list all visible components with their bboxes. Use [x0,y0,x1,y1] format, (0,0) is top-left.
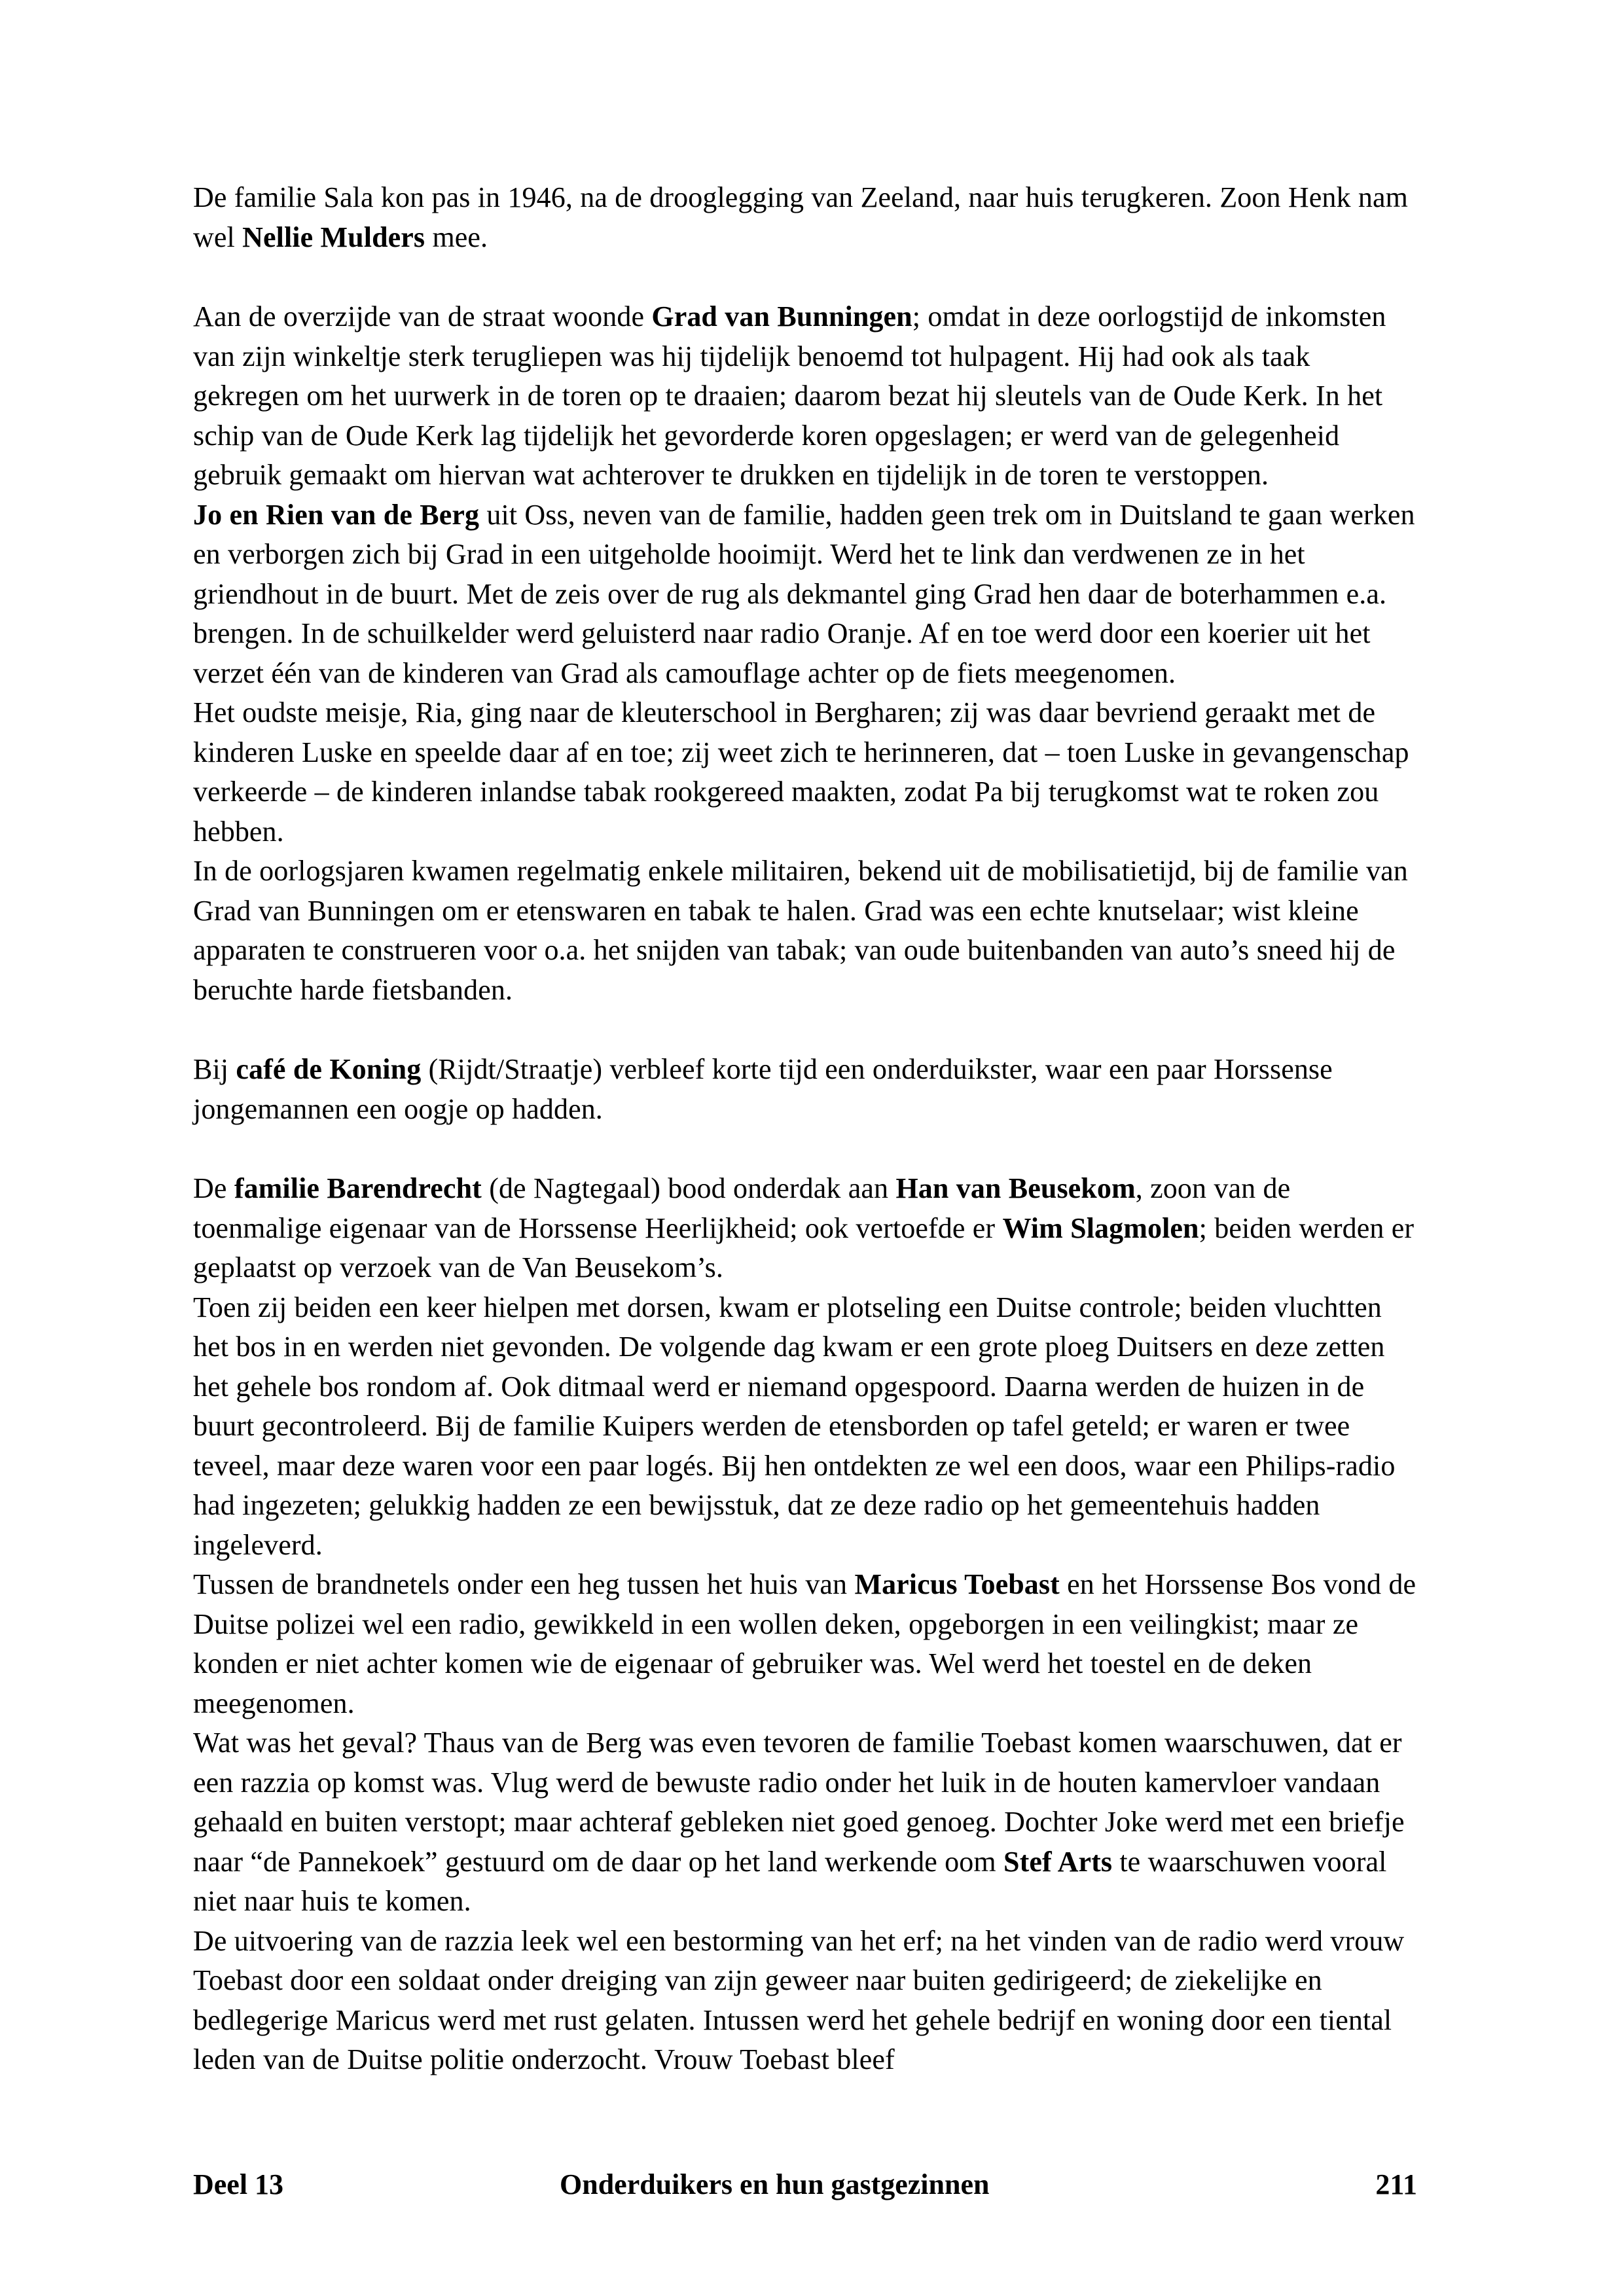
highlighted-name: Jo en Rien van de Berg [193,498,480,531]
highlighted-name: Maricus Toebast [854,1568,1060,1600]
block-ria [193,693,1417,852]
block-bunningen [193,297,1417,495]
highlighted-name: Stef Arts [1003,1845,1113,1878]
text-run: (Rijdt/Straatje) verbleef korte tijd een onderduikster, waar een paar Horssense jongemannen een oogje op hadden. [193,1053,1333,1125]
block-razzia [193,1922,1417,2080]
text-run: ; beiden werden er geplaatst op verzoek van de Van Beusekom’s. [193,1211,1415,1283]
block-sala [193,178,1417,257]
text-run: Toen zij beiden een keer hielpen met dorsen, kwam er plotseling een Duitse controle; beiden vluchtten het bos in en werden niet gevonden. De volgende dag kwam er een grote ploeg Duitsers en deze zetten het gehele bos rondom af. Ook ditmaal werd er niemand opgespoord. Daarna werden de huizen in de buurt gecontroleerd. Bij de familie Kuipers werden de etensborden op tafel geteld; er waren er twee teveel, maar deze waren voor een paar logés. Bij hen ontdekten ze wel een doos, waar een Philips-radio had ingezeten; gelukkig hadden ze een bewijsstuk, dat ze deze radio op het gemeentehuis hadden ingeleverd. [193,1291,1396,1561]
text-run: Het oudste meisje, Ria, ging naar de kleuterschool in Bergharen; zij was daar bevriend geraakt met de kinderen Luske en speelde daar af en toe; zij weet zich te herinneren, dat – toen Luske in gevangenschap verkeerde – de kinderen inlandse tabak rookgereed maakten, zodat Pa bij terugkomst wat te roken zou hebben. [193,696,1409,848]
footer-part-label: Deel 13 [193,2168,284,2200]
text-run: Bij [193,1053,236,1085]
highlighted-name: Nellie Mulders [242,221,425,253]
text-run: en het Horssense Bos vond de Duitse polizei wel een radio, gewikkeld in een wollen deken, opgeborgen in een veilingkist; maar ze konden er niet achter komen wie de eigenaar of gebruiker was. Wel werd het toestel en de deken meegenomen. [193,1568,1416,1719]
block-thaus [193,1723,1417,1922]
footer-chapter-title: Onderduikers en hun gastgezinnen [560,2168,990,2200]
highlighted-name: familie Barendrecht [234,1172,482,1204]
highlighted-name: Wim Slagmolen [1002,1211,1199,1244]
text-run: De uitvoering van de razzia leek wel een bestorming van het erf; na het vinden van de radio werd vrouw Toebast door een soldaat onder dreiging van zijn geweer naar buiten gedirigeerd; de ziekelijke en bedlegerige Maricus werd met rust gelaten. Intussen werd het gehele bedrijf en woning door een tiental leden van de Duitse politie onderzocht. Vrouw Toebast bleef [193,1924,1405,2075]
page-footer [193,2166,1417,2203]
text-run: , zoon van de toenmalige eigenaar van de Horssense Heerlijkheid; ook vertoefde er [193,1172,1291,1244]
text-run: te waarschuwen vooral niet naar huis te komen. [193,1845,1387,1917]
block-cafe-koning [193,1050,1417,1129]
block-dorsen [193,1288,1417,1566]
text-run: mee. [425,221,488,253]
text-run: In de oorlogsjaren kwamen regelmatig enkele militairen, bekend uit de mobilisatietijd, bij de familie van Grad van Bunningen om er etenswaren en tabak te halen. Grad was een echte knutselaar; wist kleine apparaten te construeren voor o.a. het snijden van tabak; van oude buitenbanden van auto’s sneed hij de beruchte harde fietsbanden. [193,855,1408,1006]
text-run: De familie Sala kon pas in 1946, na de drooglegging van Zeeland, naar huis terugkeren. Zoon Henk nam wel [193,181,1408,253]
text-run: uit Oss, neven van de familie, hadden geen trek om in Duitsland te gaan werken en verborgen zich bij Grad in een uitgeholde hooimijt. Werd het te link dan verdwenen ze in het griendhout in de buurt. Met de zeis over de rug als dekmantel ging Grad hen daar de boterhammen e.a. brengen. In de schuilkelder werd geluisterd naar radio Oranje. Af en toe werd door een koerier uit het verzet één van de kinderen van Grad als camouflage achter op de fiets meegenomen. [193,498,1415,689]
text-run: Aan de overzijde van de straat woonde [193,300,652,332]
block-militairen [193,852,1417,1010]
highlighted-name: Han van Beusekom [895,1172,1136,1204]
block-barendrecht [193,1169,1417,1288]
text-run: Wat was het geval? Thaus van de Berg was even tevoren de familie Toebast komen waarschuwen, dat er een razzia op komst was. Vlug werd de bewuste radio onder het luik in de houten kamervloer vandaan gehaald en buiten verstopt; maar achteraf gebleken niet goed genoeg. Dochter Joke werd met een briefje naar “de Pannekoek” gestuurd om de daar op het land werkende oom [193,1727,1405,1878]
page-body-text [193,178,1417,2080]
text-run: (de Nagtegaal) bood onderdak aan [481,1172,896,1204]
block-toebast-radio [193,1565,1417,1723]
text-run: ; omdat in deze oorlogstijd de inkomsten van zijn winkeltje sterk terugliepen was hij tijdelijk benoemd tot hulpagent. Hij had ook als taak gekregen om het uurwerk in de toren op te draaien; daarom bezat hij sleutels van de Oude Kerk. In het schip van de Oude Kerk lag tijdelijk het gevorderde koren opgeslagen; er werd van de gelegenheid gebruik gemaakt om hiervan wat achterover te drukken en tijdelijk in de toren te verstoppen. [193,300,1386,491]
block-van-de-berg [193,495,1417,694]
footer-page-number: 211 [1375,2168,1417,2200]
highlighted-name: café de Koning [236,1053,422,1085]
text-run: De [193,1172,234,1204]
text-run: Tussen de brandnetels onder een heg tussen het huis van [193,1568,855,1600]
highlighted-name: Grad van Bunningen [651,300,912,332]
